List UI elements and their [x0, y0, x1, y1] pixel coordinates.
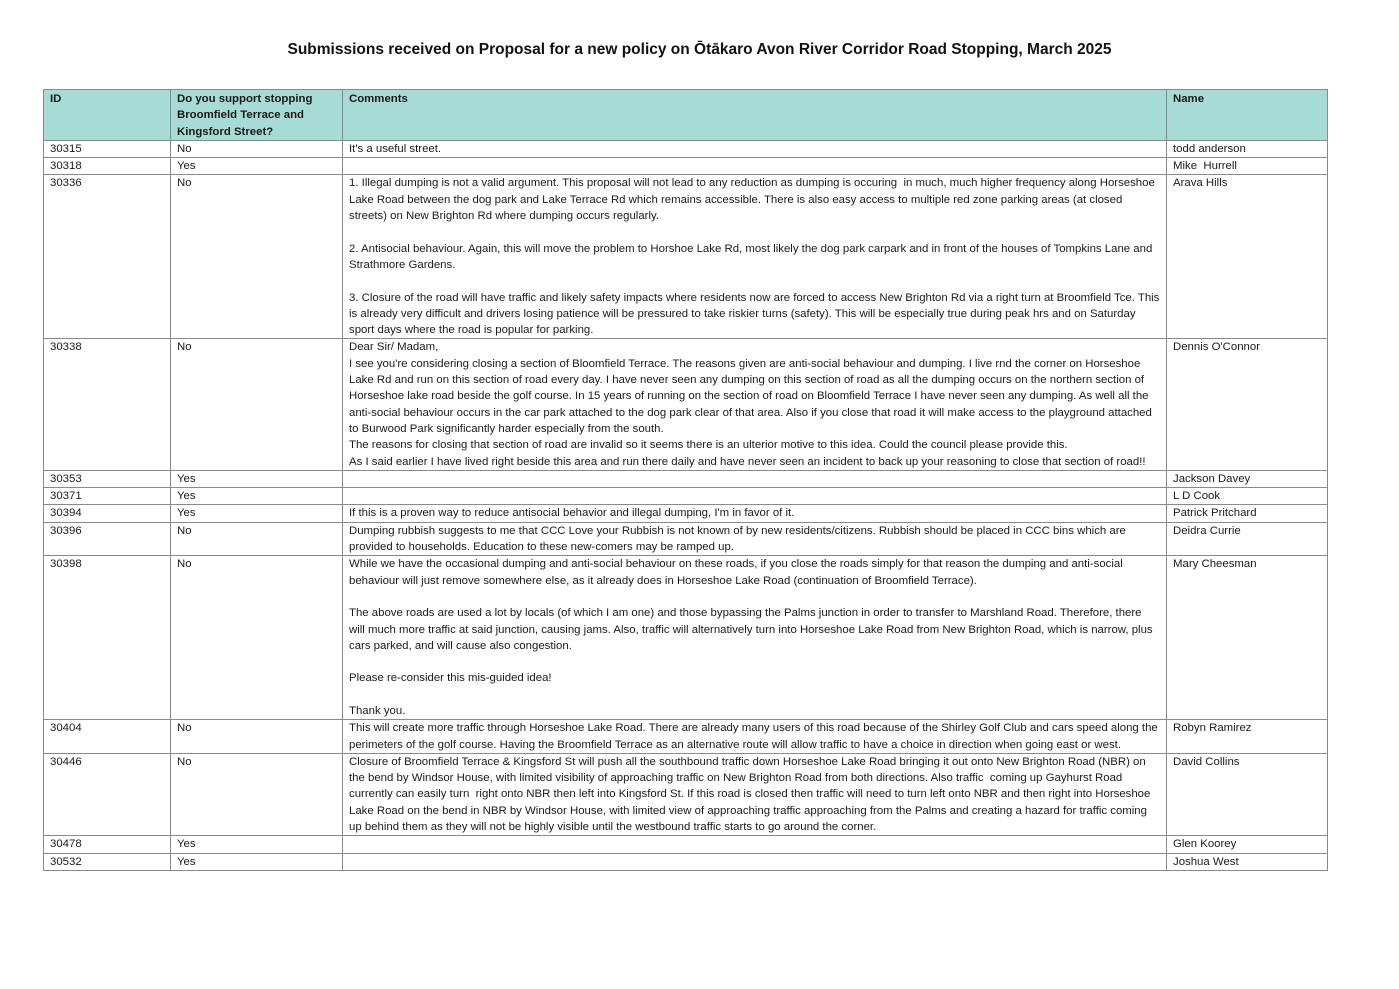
table-row	[44, 522, 1328, 556]
table-row	[44, 836, 1328, 853]
header-comments: Comments	[343, 90, 1167, 141]
cell-name: Dennis O'Connor	[1167, 339, 1328, 470]
table-row	[44, 158, 1328, 175]
cell-id: 30371	[44, 488, 171, 505]
cell-id: 30315	[44, 140, 171, 157]
cell-name: todd anderson	[1167, 140, 1328, 157]
cell-name: Glen Koorey	[1167, 836, 1328, 853]
table-row	[44, 556, 1328, 720]
cell-support: No	[171, 339, 343, 470]
cell-support: No	[171, 753, 343, 835]
cell-comments	[343, 488, 1167, 505]
table-row	[44, 175, 1328, 339]
cell-support: Yes	[171, 836, 343, 853]
cell-name: Arava Hills	[1167, 175, 1328, 339]
cell-id: 30446	[44, 753, 171, 835]
cell-support: No	[171, 140, 343, 157]
cell-support: Yes	[171, 505, 343, 522]
cell-support: Yes	[171, 158, 343, 175]
cell-comments: Dumping rubbish suggests to me that CCC Love your Rubbish is not known of by new residents/citizens. Rubbish should be placed in CCC bins which are provided to households. Education to these new-comers may be ramped up.	[343, 522, 1167, 556]
cell-comments	[343, 158, 1167, 175]
table-header	[44, 90, 1328, 141]
cell-name: Patrick Pritchard	[1167, 505, 1328, 522]
submissions-table	[43, 89, 1328, 871]
table-row	[44, 720, 1328, 754]
cell-support: Yes	[171, 853, 343, 870]
cell-comments	[343, 853, 1167, 870]
cell-id: 30336	[44, 175, 171, 339]
table-body	[44, 140, 1328, 870]
cell-comments: While we have the occasional dumping and anti-social behaviour on these roads, if you close the roads simply for that reason the dumping and anti-social behaviour will just remove somewhere else, as it already does in Horseshoe Lake Road (continuation of Broomfield Terrace). The above roads are used a lot by locals (of which I am one) and those bypassing the Palms junction in order to transfer to Marshland Road. Therefore, there will much more traffic at said junction, causing jams. Also, traffic will alternatively turn into Horseshoe Lake Road from New Brighton Road, which is narrow, plus cars parked, and will cause also congestion. Please re-consider this mis-guided idea! Thank you.	[343, 556, 1167, 720]
table-row	[44, 753, 1328, 835]
cell-support: No	[171, 175, 343, 339]
cell-comments: It's a useful street.	[343, 140, 1167, 157]
cell-id: 30338	[44, 339, 171, 470]
cell-name: David Collins	[1167, 753, 1328, 835]
cell-id: 30318	[44, 158, 171, 175]
table-row	[44, 505, 1328, 522]
cell-comments	[343, 470, 1167, 487]
cell-id: 30394	[44, 505, 171, 522]
cell-name: Robyn Ramirez	[1167, 720, 1328, 754]
cell-id: 30478	[44, 836, 171, 853]
table-row	[44, 339, 1328, 470]
cell-support: Yes	[171, 488, 343, 505]
cell-comments: If this is a proven way to reduce antisocial behavior and illegal dumping, I'm in favor of it.	[343, 505, 1167, 522]
cell-id: 30353	[44, 470, 171, 487]
cell-name: L D Cook	[1167, 488, 1328, 505]
cell-id: 30532	[44, 853, 171, 870]
cell-support: No	[171, 522, 343, 556]
cell-comments: 1. Illegal dumping is not a valid argument. This proposal will not lead to any reduction as dumping is occuring in much, much higher frequency along Horseshoe Lake Road between the dog park and Lake Terrace Rd which remains accessible. There is also easy access to multiple red zone parking areas (at closed streets) on New Brighton Rd where dumping occurs regularly. 2. Antisocial behaviour. Again, this will move the problem to Horshoe Lake Rd, most likely the dog park carpark and in front of the houses of Tompkins Lane and Strathmore Gardens. 3. Closure of the road will have traffic and likely safety impacts where residents now are forced to access New Brighton Rd via a right turn at Broomfield Tce. This is already very difficult and drivers losing patience will be pressured to take riskier turns (safety). This will be especially true during peak hrs and on Saturday sport days where the road is popular for parking.	[343, 175, 1167, 339]
cell-name: Mike Hurrell	[1167, 158, 1328, 175]
cell-name: Mary Cheesman	[1167, 556, 1328, 720]
table-row	[44, 853, 1328, 870]
cell-name: Deidra Currie	[1167, 522, 1328, 556]
header-name: Name	[1167, 90, 1328, 141]
cell-id: 30396	[44, 522, 171, 556]
header-row	[44, 90, 1328, 141]
header-id: ID	[44, 90, 171, 141]
cell-comments: Closure of Broomfield Terrace & Kingsford St will push all the southbound traffic down Horseshoe Lake Road bringing it out onto New Brighton Road (NBR) on the bend by Windsor House, with limited visibility of approaching traffic on New Brighton Road from both directions. Also traffic coming up Gayhurst Road currently can easily turn right onto NBR then left into Kingsford St. If this road is closed then traffic will need to turn left onto NBR and then right into Horseshoe Lake Road on the bend in NBR by Windsor House, with limited view of approaching traffic approaching from the Palms and creating a hazard for traffic coming up behind them as they will not be highly visible until the westbound traffic starts to go around the corner.	[343, 753, 1167, 835]
table-row	[44, 140, 1328, 157]
cell-support: No	[171, 720, 343, 754]
cell-id: 30398	[44, 556, 171, 720]
cell-id: 30404	[44, 720, 171, 754]
cell-comments: Dear Sir/ Madam, I see you're considering closing a section of Bloomfield Terrace. The reasons given are anti-social behaviour and dumping. I live rnd the corner on Horseshoe Lake Rd and run on this section of road every day. I have never seen any dumping on this section of road as all the dumping occurs on the northern section of Horseshoe lake road beside the golf course. In 15 years of running on the section of road on Bloomfield Terrace I have never seen any dumping. As well all the anti-social behaviour occurs in the car park attached to the dog park clear of that area. Also if you close that road it will make access to the playground attached to Burwood Park significantly harder especially from the south. The reasons for closing that section of road are invalid so it seems there is an ulterior motive to this idea. Could the council please provide this. As I said earlier I have lived right beside this area and run there daily and have never seen an incident to back up your reasoning to close that section of road!!	[343, 339, 1167, 470]
cell-comments	[343, 836, 1167, 853]
table-row	[44, 470, 1328, 487]
cell-support: No	[171, 556, 343, 720]
table-row	[44, 488, 1328, 505]
cell-name: Joshua West	[1167, 853, 1328, 870]
cell-comments: This will create more traffic through Horseshoe Lake Road. There are already many users of this road because of the Shirley Golf Club and cars speed along the perimeters of the golf course. Having the Broomfield Terrace as an alternative route will allow traffic to have a choice in direction when going east or west.	[343, 720, 1167, 754]
cell-name: Jackson Davey	[1167, 470, 1328, 487]
header-support: Do you support stopping Broomfield Terrace and Kingsford Street?	[171, 90, 343, 141]
cell-support: Yes	[171, 470, 343, 487]
page-title: Submissions received on Proposal for a new policy on Ōtākaro Avon River Corridor Road Stopping, March 2025	[287, 41, 1112, 58]
